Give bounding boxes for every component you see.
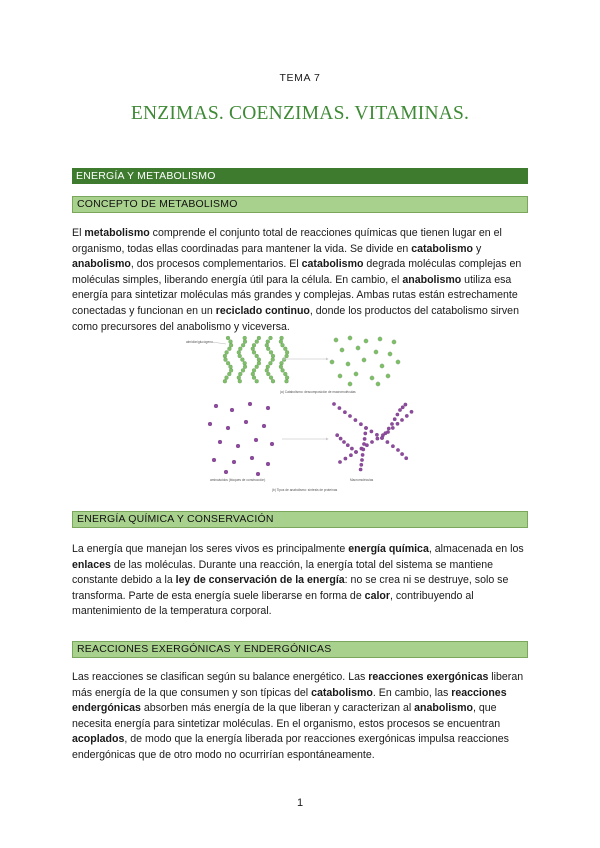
green-chain-bead	[281, 343, 285, 347]
caption-bottom: (b) Tipos de anabolismo: síntesis de proteínas	[272, 488, 338, 492]
protein-bead	[339, 437, 343, 441]
green-chain-bead	[252, 376, 256, 380]
amino-acid-bead	[244, 420, 248, 424]
green-chain-bead	[225, 376, 229, 380]
protein-bead	[343, 410, 347, 414]
green-chain-bead	[279, 340, 283, 344]
green-chain-bead	[238, 379, 242, 383]
metabolism-figure	[180, 332, 420, 498]
subsection-bar-reacciones: REACCIONES EXERGÓNICAS Y ENDERGÓNICAS	[72, 641, 528, 658]
protein-bead	[346, 443, 350, 447]
metabolism-illustration	[180, 332, 420, 498]
protein-bead	[405, 414, 409, 418]
green-chain-bead	[266, 340, 270, 344]
amino-acid-bead	[224, 470, 228, 474]
green-monomer-bead	[354, 372, 358, 376]
green-chain-bead	[229, 340, 233, 344]
protein-bead	[375, 433, 379, 437]
amino-acid-bead	[250, 456, 254, 460]
green-monomer-bead	[356, 346, 360, 350]
green-chain-bead	[227, 372, 231, 376]
green-chain-bead	[266, 347, 270, 351]
green-chain-bead	[265, 368, 269, 372]
label-bottom-left: aminoácidos (bloques de construcción)	[210, 478, 266, 482]
green-chain-bead	[255, 365, 259, 369]
green-chain-bead	[271, 354, 275, 358]
protein-bead	[348, 414, 352, 418]
green-chain-bead	[227, 347, 231, 351]
protein-bead	[386, 440, 390, 444]
green-monomer-bead	[338, 374, 342, 378]
amino-acid-bead	[256, 472, 260, 476]
bold-term: calor	[364, 589, 390, 602]
green-monomer-bead	[378, 337, 382, 341]
amino-acid-bead	[254, 438, 258, 442]
bold-term: reciclado continuo	[215, 304, 310, 317]
protein-bead	[380, 436, 384, 440]
amino-acid-bead	[266, 406, 270, 410]
label-bottom-right: Macromoléculas	[350, 478, 374, 482]
green-monomer-bead	[370, 376, 374, 380]
monomer-beads-green	[330, 336, 400, 386]
bold-term: catabolismo	[301, 258, 364, 271]
bold-term: acoplados	[72, 733, 125, 746]
protein-bead	[344, 457, 348, 461]
green-chain-bead	[283, 372, 287, 376]
green-monomer-bead	[348, 382, 352, 386]
label-top-left: almidón/glucógeno	[186, 340, 213, 344]
label-pointer	[212, 342, 226, 344]
protein-bead	[391, 426, 395, 430]
amino-acid-bead	[248, 402, 252, 406]
green-chain-bead	[269, 376, 273, 380]
bold-term: anabolismo	[402, 273, 462, 286]
bold-term: catabolismo	[411, 242, 474, 255]
green-chain-bead	[243, 336, 247, 340]
green-chain-bead	[285, 350, 289, 354]
protein-bead	[360, 458, 364, 462]
bold-term: energía química	[348, 543, 429, 555]
green-chain-bead	[252, 350, 256, 354]
green-chain-bead	[281, 368, 285, 372]
protein-bead	[390, 422, 394, 426]
protein-bead	[362, 442, 366, 446]
green-chain-bead	[257, 361, 261, 365]
amino-acid-bead	[214, 404, 218, 408]
amino-acid-bead	[230, 408, 234, 412]
section-bar-energia-metabolismo: ENERGÍA Y METABOLISMO	[72, 168, 528, 184]
polysaccharide-chains	[223, 336, 289, 383]
green-monomer-bead	[376, 382, 380, 386]
bold-term: catabolismo	[311, 686, 373, 699]
protein-bead	[361, 453, 365, 457]
paragraph-energia-quimica: La energía que manejan los seres vivos es principalmente energía química, almacenada en los enlaces de las moléculas. Durante una reacción, la energía total del sistema se mantiene constante debido a la ley de conservación de la energía: no se crea ni se destruye, solo se transforma. Parte de esta energía suele liberarse en forma de calor, contribuyendo al mantenimiento de la temperatura corporal.	[72, 543, 524, 618]
protein-bead	[400, 452, 404, 456]
protein-bead	[404, 403, 408, 407]
green-chain-bead	[225, 350, 229, 354]
green-chain-bead	[285, 379, 289, 383]
subsection-bar-concepto-metabolismo: CONCEPTO DE METABOLISMO	[72, 196, 528, 213]
protein-bead	[391, 444, 395, 448]
green-monomer-bead	[348, 336, 352, 340]
green-chain-bead	[282, 358, 286, 362]
caption-top: (a) Catabolismo: descomposición de macromoléculas	[280, 390, 356, 394]
green-chain-bead	[229, 365, 233, 369]
paragraph-reacciones: Las reacciones se clasifican según su balance energético. Las reacciones exergónicas liberan más energía de la que consumen y son típicas del catabolismo. En cambio, las reacciones endergónicas absorben más energía de la que liberan y caracterizan al anabolismo, que necesita energía para sintetizar moléculas. En el organismo, estos procesos se encuentran acoplados, de modo que la energía liberada por reacciones exergónicas impulsa reacciones endergónicas que de otro modo no ocurrirían espontáneamente.	[72, 671, 524, 761]
page-title: ENZIMAS. COENZIMAS. VITAMINAS.	[130, 103, 470, 124]
amino-acid-bead	[270, 442, 274, 446]
green-chain-bead	[285, 376, 289, 380]
bold-term: anabolismo	[414, 702, 474, 715]
topic-label: TEMA 7	[279, 72, 321, 84]
green-chain-bead	[238, 347, 242, 351]
amino-acid-bead	[218, 440, 222, 444]
green-chain-bead	[257, 336, 261, 340]
protein-network	[332, 402, 413, 471]
protein-bead	[387, 427, 391, 431]
amino-acid-bead	[262, 424, 266, 428]
green-chain-bead	[223, 354, 227, 358]
green-monomer-bead	[340, 348, 344, 352]
green-chain-bead	[285, 354, 289, 358]
protein-bead	[396, 448, 400, 452]
green-monomer-bead	[362, 358, 366, 362]
protein-bead	[332, 402, 336, 406]
protein-bead	[370, 430, 374, 434]
amino-acid-bead	[226, 426, 230, 430]
green-chain-bead	[226, 336, 230, 340]
protein-bead	[396, 422, 400, 426]
green-monomer-bead	[388, 352, 392, 356]
green-chain-bead	[266, 365, 270, 369]
protein-bead	[401, 406, 405, 410]
green-monomer-bead	[396, 360, 400, 364]
green-chain-bead	[243, 340, 247, 344]
green-chain-bead	[283, 347, 287, 351]
green-chain-bead	[241, 343, 245, 347]
protein-bead	[384, 431, 388, 435]
green-chain-bead	[237, 376, 241, 380]
protein-bead	[342, 440, 346, 444]
bold-term: reacciones exergónicas	[368, 671, 489, 683]
protein-bead	[410, 410, 414, 414]
green-chain-bead	[251, 372, 255, 376]
bold-term: reacciones endergónicas	[72, 686, 507, 715]
protein-bead	[362, 448, 366, 452]
amino-acid-bead	[236, 444, 240, 448]
green-chain-bead	[237, 350, 241, 354]
green-chain-bead	[229, 343, 233, 347]
green-monomer-bead	[392, 340, 396, 344]
subsection-bar-energia-quimica: ENERGÍA QUÍMICA Y CONSERVACIÓN	[72, 511, 528, 528]
protein-bead	[404, 456, 408, 460]
green-chain-bead	[238, 372, 242, 376]
protein-bead	[354, 450, 358, 454]
green-monomer-bead	[364, 339, 368, 343]
green-monomer-bead	[380, 364, 384, 368]
protein-bead	[400, 418, 404, 422]
green-chain-bead	[226, 361, 230, 365]
green-chain-bead	[266, 372, 270, 376]
protein-bead	[393, 417, 397, 421]
green-chain-bead	[255, 379, 259, 383]
green-chain-bead	[271, 358, 275, 362]
green-monomer-bead	[374, 350, 378, 354]
protein-bead	[350, 447, 354, 451]
green-chain-bead	[252, 343, 256, 347]
amino-acid-bead	[232, 460, 236, 464]
green-chain-bead	[269, 350, 273, 354]
green-chain-bead	[255, 354, 259, 358]
green-monomer-bead	[386, 374, 390, 378]
green-chain-bead	[224, 358, 228, 362]
bold-term: ley de conservación de la energía	[175, 574, 345, 587]
protein-bead	[370, 440, 374, 444]
protein-bead	[364, 426, 368, 430]
green-chain-bead	[279, 365, 283, 369]
green-chain-bead	[257, 358, 261, 362]
amino-acid-bead	[212, 458, 216, 462]
green-chain-bead	[241, 368, 245, 372]
protein-bead	[359, 422, 363, 426]
green-chain-bead	[251, 347, 255, 351]
green-chain-bead	[243, 361, 247, 365]
amino-acid-bead	[266, 462, 270, 466]
green-chain-bead	[280, 336, 284, 340]
protein-bead	[363, 437, 367, 441]
protein-bead	[364, 432, 368, 436]
protein-bead	[396, 413, 400, 417]
green-chain-bead	[269, 336, 273, 340]
bold-term: enlaces	[72, 558, 111, 571]
green-chain-bead	[255, 340, 259, 344]
green-monomer-bead	[346, 362, 350, 366]
protein-bead	[349, 453, 353, 457]
protein-bead	[354, 418, 358, 422]
green-monomer-bead	[330, 360, 334, 364]
amino-acid-beads	[208, 402, 274, 476]
protein-bead	[335, 433, 339, 437]
paragraph-metabolismo: El metabolismo comprende el conjunto total de reacciones químicas que tienen lugar en el organismo, todas ellas coordinadas para mantener la vida. Se divide en catabolismo y anabolismo, dos procesos complementarios. El catabolismo degrada moléculas complejas en moléculas simples, liberando energía útil para la célula. En cambio, el anabolismo utiliza esa energía para sintetizar moléculas más grandes y complejas. Ambas rutas están estrechamente conectadas y funcionan en un reciclado continuo, donde los productos del catabolismo sirven como precursores del anabolismo y viceversa.	[72, 227, 522, 333]
protein-bead	[398, 408, 402, 412]
green-chain-bead	[223, 379, 227, 383]
green-chain-bead	[265, 343, 269, 347]
protein-bead	[359, 468, 363, 472]
green-chain-bead	[243, 365, 247, 369]
protein-bead	[360, 463, 364, 467]
green-chain-bead	[280, 361, 284, 365]
green-chain-bead	[240, 358, 244, 362]
protein-bead	[338, 460, 342, 464]
green-chain-bead	[268, 361, 272, 365]
bold-term: anabolismo	[72, 258, 131, 271]
bold-term: metabolismo	[84, 227, 150, 239]
green-chain-bead	[271, 379, 275, 383]
amino-acid-bead	[208, 422, 212, 426]
protein-bead	[376, 437, 380, 441]
protein-bead	[338, 406, 342, 410]
green-chain-bead	[252, 368, 256, 372]
green-monomer-bead	[334, 338, 338, 342]
green-chain-bead	[238, 354, 242, 358]
page-number: 1	[296, 797, 304, 809]
green-chain-bead	[229, 368, 233, 372]
